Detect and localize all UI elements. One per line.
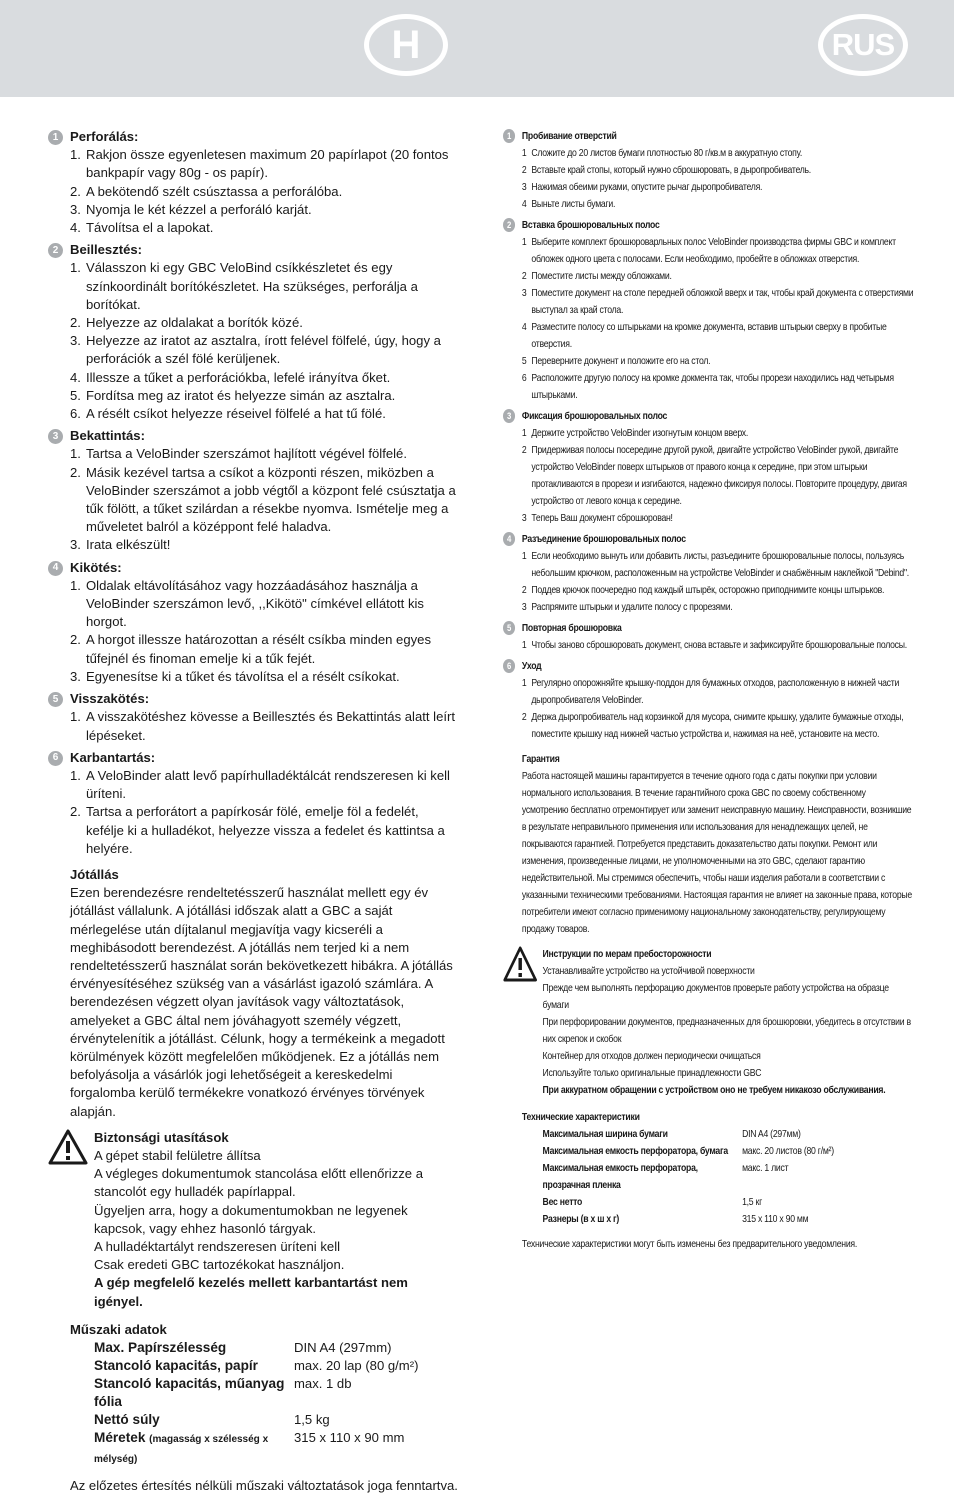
spec-name [94,1339,294,1357]
spec-name-text: Stancoló kapacitás, papír [94,1358,258,1373]
step-number: 3 [521,602,527,613]
section-steps [70,259,460,423]
step-text: Регулярно опорожняйте крышку-поддон для бумажных отходов, расположенную в нижней части дыропробивателя VeloBinder. [531,678,900,706]
safety-line: Csak eredeti GBC tartozékokat használjon. [94,1257,345,1273]
section-title: Разъединение брошюровальных полос [521,534,686,545]
list-item [522,145,914,162]
spec-value: 315 x 110 x 90 мм [742,1214,809,1225]
section-title: Karbantartás: [70,749,156,765]
language-badge-hungarian: H [364,14,448,76]
section-number-icon: 4 [48,561,63,576]
list-item [70,219,460,237]
section-steps [70,146,460,237]
list-item [70,577,460,632]
spec-value: DIN A4 (297mm) [294,1340,392,1355]
section-title: Kikötés: [70,559,122,575]
section-steps [70,577,460,686]
list-item [70,332,460,368]
warranty-text: Работа настоящей машины гарантируется в течение одного года с даты покупки при условии нормального использования. В течение гарантийного срока GBC по своему собственному усмотрению бесплатно отремонтирует или заменит неисправную машину. Неисправности, возникшие в результате неправильного применения или использования для ненадлежащих целей, не покрываются гарантией. Потребуется представить доказательство даты покупки. Ремонт или изменения, произведенные лицами, не уполномоченными на это GBC, сделают гарантию недействительной. Мы стремимся обеспечить, чтобы наши изделия работали в соответствии с указанными техническими требованиями. Настоящая гарантия не влияет на законные права, которые потребители имеют согласно применимому национальному законодательству, регулирующему продажу товаров. [521,771,912,935]
list-item [70,259,460,314]
section-number-icon: 1 [503,129,515,143]
step-number: 1 [521,237,527,248]
step-text: Поместите документ на столе передней обложкой вверх и так, чтобы край документа с отверстиями выступал за край стола. [531,288,914,316]
table-row [543,1160,834,1194]
step-number: 2. [70,804,81,820]
list-item [70,314,460,332]
safety-note: A gép megfelelő kezelés mellett karbantartást nem igényel. [94,1275,408,1309]
warning-triangle-icon [503,946,537,982]
spec-value: 1,5 кг [742,1197,762,1208]
section-number-icon: 2 [503,218,515,232]
step-number: 1. [70,709,81,725]
table-row [543,1143,834,1160]
step-text: Nyomja le két kézzel a perforáló karját. [86,201,312,217]
section-title: Bekattintás: [70,428,145,444]
step-number: 2 [521,585,527,596]
list-item [70,146,460,182]
list-item [70,631,460,667]
technical-data-table [94,1339,418,1469]
list-item [70,445,460,463]
list-item [522,285,914,319]
step-text: Сложите до 20 листов бумаги плотностью 80 г/кв.м в аккуратную стопу. [531,148,802,159]
footer-note: Az előzetes értesítés nélküli műszaki változtatások joga fenntartva. [70,1478,458,1493]
section-2 [48,241,460,423]
section-6 [48,749,460,858]
spec-name-text: Вес нетто [542,1197,583,1208]
spec-value: DIN A4 (297мм) [742,1129,801,1140]
section-title: Вставка брошюровальных полос [521,220,660,231]
list-item [522,234,914,268]
step-number: 3. [70,537,81,553]
section-title: Visszakötés: [70,691,150,707]
step-number: 6 [521,373,527,384]
step-text: A résélt csíkot helyezze réseivel fölfelé a hat tű fölé. [86,406,386,422]
step-number: 1. [70,767,81,783]
section-steps [70,767,460,858]
footer-note: Технические характеристики могут быть изменены без предварительного уведомления. [521,1239,858,1250]
step-text: Чтобы заново сброшюровать документ, снова вставьте и зафиксируйте брошюровальные полосы. [531,640,907,651]
step-text: Поместите листы между обложками. [531,271,672,282]
list-item [70,803,460,858]
step-text: Теперь Ваш документ сброшюрован! [531,513,673,524]
step-text: Rakjon össze egyenletesen maximum 20 papírlapot (20 fontos bankpapír vagy 80g - os papír). [86,147,449,181]
list-item [522,709,914,743]
warning-triangle-icon [48,1129,88,1165]
section-steps [522,675,914,743]
warranty-text: Ezen berendezésre rendeltetésszerű használat mellett egy év jótállást vállalunk. A jótállási időszak alatt a GBC a saját mérlegelése után díjtalanul megjavítja vagy kicseréli a meghibásodott berendezést. A jótállás nem terjed ki a nem rendeltetésszerű használat során bekövetkezett hibákra. A jótállás érvényesítéséhez szükség van a vásárlást igazoló számlára. A berendezésen végzett olyan javítások vagy változtatások, amelyeket a GBC által nem jóváhagyott személy végzett, érvénytelenítik a jótállást. Célunk, hogy a termékeink a megadott körülmények között megfelelően működjenek. Ez a jótállás nem befolyásolja a vásárlók jogi lehetőségeit a kereskedelmi forgalomba kerülő termékekre vonatkozó érvényes törvények alapján. [70,885,453,1119]
spec-name [543,1143,743,1160]
list-item [70,405,460,423]
safety-line: При перфорировании документов, предназначенных для брошюровки, убедитесь в отсутствии в них скрепок и скобок [542,1017,911,1045]
list-item [522,353,914,370]
list-item [70,464,460,537]
spec-name [543,1126,743,1143]
table-row [94,1375,418,1411]
step-number: 1 [521,428,527,439]
list-item [522,510,914,527]
list-item [522,319,914,353]
spec-name [94,1429,294,1469]
header-banner [0,0,954,97]
spec-name-text: Max. Papírszélesség [94,1340,227,1355]
step-number: 1 [521,678,527,689]
step-text: Válasszon ki egy GBC VeloBind csíkkészletet és egy színkoordinált borítókészletet. Ha szükséges, perforálja a borítókat. [86,260,418,312]
step-text: A horgot illessze határozottan a résélt csíkba minden egyes tűfejnél és finoman emelje ki a tűk fejét. [86,632,431,666]
spec-value: 1,5 kg [294,1412,330,1427]
step-text: Держа дыропробиватель над корзинкой для мусора, снимите крышку, удалите бумажные отходы, поместите крышку над нижней частью устройства и, нажимая на неё, установите на место. [531,712,904,740]
list-item [522,268,914,285]
section-steps [522,145,914,213]
spec-value: макс. 1 лист [742,1163,789,1174]
list-item [522,425,914,442]
step-number: 1 [521,640,527,651]
spec-name [94,1375,294,1411]
section-3 [503,408,914,527]
section-1 [48,128,460,237]
list-item [70,668,460,686]
step-text: Выберите комплект брошюроварльных полос VeloBinder производства фирмы GBC и комплект обложек одного цвета с полосами. Если необходимо, пробейте в обложках отверстия. [531,237,896,265]
step-number: 2 [521,445,527,456]
step-number: 5. [70,387,81,403]
list-item [522,179,914,196]
step-text: Oldalak eltávolításához vagy hozzáadásához használja a VeloBinder szerszámon levő, ,,Kikötö" címkével ellátott kis horgot. [86,577,424,630]
step-text: Fordítsa meg az iratot és helyezze simán az asztalra. [86,387,396,403]
section-2 [503,217,914,404]
step-text: Если необходимо вынуть или добавить листы, разъедините брошюровальные полосы, пользуясь небольшим крючком, расположенным на устройстве VeloBinder и снабжённым наклейкой "Debind". [531,551,909,579]
section-number-icon: 3 [48,429,63,444]
section-5 [503,620,914,654]
section-title: Уход [521,661,542,672]
step-text: Távolítsa el a lapokat. [86,220,214,236]
step-number: 2. [70,632,81,648]
section-title: Фиксация брошюровальных полос [521,411,668,422]
step-text: Вставьте край стопы, который нужно сброшюровать, в дыропробиватель. [531,165,811,176]
section-steps [522,548,914,616]
step-text: Придерживая полосы посередине другой рукой, двигайте устройство VeloBinder рукой, двигайте устройство VeloBinder поверх штырьков от правого конца к середине, при этом штырьки протакливаются в прорези и изгибаются, надежно фиксируя полосы. Повторите процедуру, двигая устройство от левого конца к середине. [531,445,907,507]
step-number: 2 [521,712,527,723]
section-steps [70,708,460,744]
list-item [70,708,460,744]
spec-name-text: Максимальная ширина бумаги [542,1129,668,1140]
section-steps [522,234,914,404]
section-title: Perforálás: [70,129,139,144]
step-text: Переверните докунент и положите его на стол. [531,356,711,367]
step-number: 1. [70,577,81,593]
step-text: Tartsa a perforátort a papírkosár fölé, emelje föl a fedelét, kefélje ki a hulladékot, helyezze vissza a fedelet és kattintsa a helyére. [86,804,445,856]
step-number: 2 [521,165,527,176]
list-item [522,599,914,616]
section-number-icon: 3 [503,409,515,423]
step-number: 3. [70,201,81,217]
russian-column [503,128,915,1253]
step-number: 3 [521,288,527,299]
spec-name-text: Максимальная емкость перфоратора, прозрачная пленка [542,1163,698,1191]
step-text: Egyenesítse ki a tűket és távolítsa el a résélt csíkokat. [86,668,400,684]
spec-name [94,1411,294,1429]
list-item [522,370,914,404]
table-row [543,1211,834,1228]
step-text: Másik kezével tartsa a csíkot a központi részen, miközben a VeloBinder szerszámot a jobb végtől a központ felé csúsztatja a tűk fölött, a tűket szilárdan a résekbe nyomva. Ismételje meg a műveletet balról a középpont felé haladva. [86,464,456,535]
list-item [522,162,914,179]
section-title: Повторная брошюровка [521,623,622,634]
step-text: A visszakötéshez kövesse a Beillesztés és Bekattintás alatt leírt lépéseket. [86,709,455,743]
step-text: Распрямите штырьки и удалите полосу с прорезями. [531,602,733,613]
step-text: Держите устройство VeloBinder изогнутым концом вверх. [531,428,749,439]
spec-name [94,1357,294,1375]
table-row [94,1357,418,1375]
spec-name [543,1211,743,1228]
step-text: Нажимая обеими руками, опустите рычаг дыропробивателя. [531,182,763,193]
table-row [94,1429,418,1469]
step-number: 4. [70,369,81,385]
step-number: 2. [70,464,81,480]
spec-name-text: Nettó súly [94,1412,160,1427]
step-text: Tartsa a VeloBinder szerszámot hajlított végével fölfelé. [86,446,407,462]
list-item [522,196,914,213]
safety-line: Используйте только оригинальные принадлежности GBC [542,1068,762,1079]
step-number: 6. [70,406,81,422]
step-number: 1. [70,147,81,163]
table-row [543,1126,834,1143]
list-item [70,387,460,405]
section-1 [503,128,914,213]
spec-value: max. 1 db [294,1376,352,1391]
step-number: 2 [521,271,527,282]
safety-line: Контейнер для отходов должен периодически очищаться [542,1051,761,1062]
step-number: 1. [70,260,81,276]
safety-line: A gépet stabil felületre állítsa [94,1147,261,1163]
safety-line: Прежде чем выполнять перфорацию документов проверьте работу устройства на образце бумаги [542,983,889,1011]
step-number: 3. [70,333,81,349]
table-row [543,1194,834,1211]
section-number-icon: 6 [48,751,63,766]
list-item [522,582,914,599]
step-number: 4 [521,322,527,333]
step-number: 1. [70,446,81,462]
section-number-icon: 4 [503,532,515,546]
list-item [70,536,460,554]
spec-value: max. 20 lap (80 g/m²) [294,1358,419,1373]
spec-name-text: Stancoló kapacitás, műanyag fólia [94,1376,285,1409]
safety-line: A hulladéktartályt rendszeresen üríteni kell [94,1238,341,1254]
section-5 [48,690,460,745]
section-6 [503,658,914,743]
section-3 [48,427,460,554]
step-number: 5 [521,356,527,367]
step-text: Разместите полосу со штырьками на кромке документа, вставив штырьки сверху в пробитые отверстия. [531,322,887,350]
safety-title: Инструкции по мерам пребосторожности [542,949,712,960]
section-number-icon: 1 [48,130,63,145]
safety-line: A végleges dokumentumok stancolása előtt ellenőrizze a stancolót egy hulladék papírlappal. [94,1166,423,1200]
step-number: 2. [70,183,81,199]
safety-title: Biztonsági utasítások [94,1129,229,1145]
step-text: Выньте листы бумаги. [531,199,616,210]
step-text: A VeloBinder alatt levő papírhulladéktálcát rendszeresen ki kell üríteni. [86,767,450,802]
section-number-icon: 5 [48,692,63,707]
spec-value: макс. 20 листов (80 г/м²) [742,1146,834,1157]
list-item [70,183,460,201]
spec-name-detail: (magasság x szélesség x mélység) [94,1434,269,1465]
step-text: Irata elkészült! [86,537,171,553]
technical-data-table [543,1126,834,1228]
spec-name [543,1194,743,1211]
step-number: 4. [70,220,81,236]
safety-line: Ügyeljen arra, hogy a dokumentumokban ne legyenek kapcsok, vagy ehhez hasonló tárgyak. [94,1202,408,1236]
step-number: 1 [521,551,527,562]
step-text: A bekötendő szélt csúsztassa a perforálóba. [86,183,343,199]
list-item [70,369,460,387]
list-item [522,442,914,510]
section-4 [503,531,914,616]
spec-name [543,1160,743,1194]
spec-name-text: Максимальная емкость перфоратора, бумага [542,1146,728,1157]
step-text: Helyezze az iratot az asztalra, írott felével fölfelé, úgy, hogy a perforációk a szél fölé kerüljenek. [86,333,441,367]
step-number: 3 [521,513,527,524]
step-text: Illessze a tűket a perforációkba, lefelé irányítva őket. [86,369,391,385]
warranty-title: Jótállás [70,866,119,882]
list-item [70,201,460,219]
spec-value: 315 x 110 x 90 mm [294,1430,405,1445]
safety-instructions [48,1129,460,1311]
table-row [94,1339,418,1357]
table-row [94,1411,418,1429]
step-text: Поддев крючок поочередно под каждый штырёк, осторожно приподнимите концы штырьков. [531,585,885,596]
step-text: Helyezze az oldalakat a borítók közé. [86,315,303,331]
spec-name-text: Разнеры (в х ш х г) [542,1214,620,1225]
list-item [522,675,914,709]
technical-data-title: Műszaki adatok [70,1321,167,1337]
safety-line: Устанавливайте устройство на устойчивой поверхности [542,966,755,977]
section-steps [522,425,914,527]
step-number: 2. [70,315,81,331]
step-number: 1 [521,148,527,159]
section-number-icon: 5 [503,621,515,635]
section-number-icon: 2 [48,243,63,258]
technical-data-title: Технические характеристики [521,1112,640,1123]
list-item [522,548,914,582]
spec-name-text: Méretek [94,1430,146,1445]
section-steps [522,637,914,654]
step-number: 3. [70,668,81,684]
step-number: 3 [521,182,527,193]
language-badge-russian: RUS [818,14,908,76]
list-item [70,767,460,803]
safety-instructions [503,946,914,1099]
step-number: 4 [521,199,527,210]
hungarian-column [48,128,460,1495]
section-number-icon: 6 [503,659,515,673]
step-text: Расположите другую полосу на кромке докмента так, чтобы прорези находились над четырьмя штырьками. [531,373,894,401]
list-item [522,637,914,654]
section-steps [70,445,460,554]
section-title: Beillesztés: [70,242,143,258]
section-title: Пробивание отверстий [521,131,617,142]
safety-note: При аккуратном обращении с устройством оно не требуем никакозо обслуживания. [542,1085,886,1096]
warranty-title: Гарантия [521,754,560,765]
section-4 [48,559,460,686]
